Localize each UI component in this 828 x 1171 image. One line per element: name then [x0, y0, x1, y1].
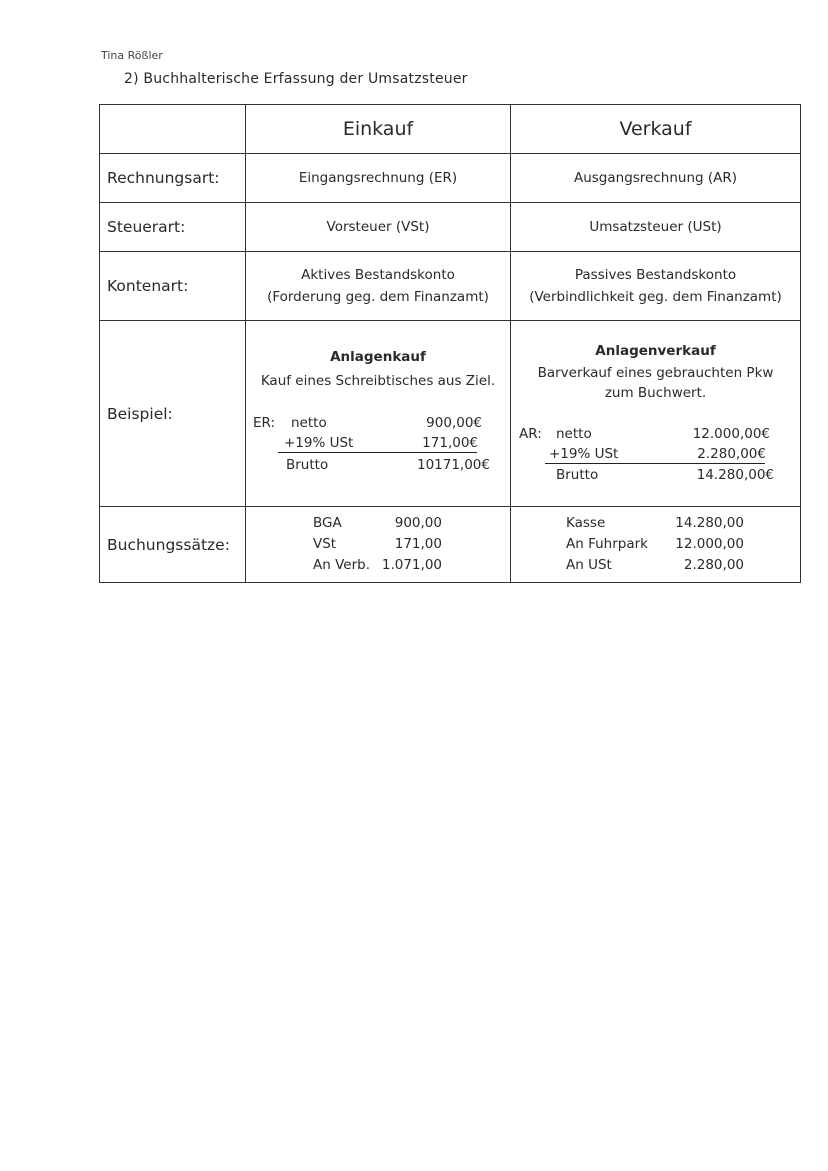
netto-label-einkauf: netto [291, 415, 327, 431]
sum-line-einkauf [278, 452, 477, 453]
brutto-label-verkauf: Brutto [556, 467, 599, 483]
ust-label-verkauf: +19% USt [549, 446, 619, 462]
booking-amount: 171,00 [394, 536, 442, 552]
example-title-einkauf: Anlagenkauf [330, 349, 426, 365]
booking-amount: 12.000,00 [675, 536, 744, 552]
booking-amount: 900,00 [394, 515, 442, 531]
booking-account: VSt [313, 536, 337, 552]
example-desc-einkauf: Kauf eines Schreibtisches aus Ziel. [260, 373, 496, 389]
row-buchungssaetze [100, 507, 801, 583]
rechnungsart-verkauf: Ausgangsrechnung (AR) [511, 154, 801, 203]
kontenart-verkauf-line1: Passives Bestandskonto [574, 267, 737, 283]
example-title-verkauf: Anlagenverkauf [595, 343, 716, 359]
example-prefix-einkauf: ER: [253, 415, 276, 431]
netto-value-einkauf: 900,00€ [426, 415, 482, 431]
kontenart-einkauf-line2: (Forderung geg. dem Finanzamt) [267, 289, 489, 305]
example-desc-verkauf-line2: zum Buchwert. [604, 385, 707, 401]
kontenart-verkauf-line2: (Verbindlichkeit geg. dem Finanzamt) [529, 289, 782, 305]
example-prefix-verkauf: AR: [519, 426, 542, 442]
netto-value-verkauf: 12.000,00€ [692, 426, 770, 442]
booking-account: An Fuhrpark [566, 536, 648, 552]
example-desc-verkauf-line1: Barverkauf eines gebrauchten Pkw [537, 365, 774, 381]
sum-line-verkauf [545, 463, 765, 464]
brutto-label-einkauf: Brutto [286, 457, 329, 473]
author-name: Tina Rößler [101, 49, 163, 62]
section-heading: 2) Buchhalterische Erfassung der Umsatzsteuer [124, 71, 468, 87]
netto-label-verkauf: netto [556, 426, 592, 442]
ust-value-einkauf: 171,00€ [422, 435, 478, 451]
booking-account: BGA [313, 515, 342, 531]
row-label-kontenart: Kontenart: [100, 252, 246, 321]
booking-amount: 2.280,00 [683, 557, 744, 573]
column-header-verkauf: Verkauf [511, 105, 801, 154]
row-rechnungsart [100, 154, 801, 203]
beispiel-verkauf [511, 321, 801, 507]
steuerart-einkauf: Vorsteuer (VSt) [246, 203, 511, 252]
ust-value-verkauf: 2.280,00€ [697, 446, 766, 462]
row-label-buchungssaetze: Buchungssätze: [100, 507, 246, 583]
beispiel-einkauf [246, 321, 511, 507]
header-row [100, 105, 801, 154]
column-header-einkauf: Einkauf [246, 105, 511, 154]
brutto-value-verkauf: 14.280,00€ [696, 467, 774, 483]
booking-account: An USt [566, 557, 612, 573]
vat-table [99, 104, 801, 583]
kontenart-einkauf [246, 252, 511, 321]
row-label-steuerart: Steuerart: [100, 203, 246, 252]
booking-account: An Verb. [313, 557, 370, 573]
booking-amount: 1.071,00 [381, 557, 442, 573]
row-steuerart [100, 203, 801, 252]
corner-cell [100, 105, 246, 154]
row-label-rechnungsart: Rechnungsart: [100, 154, 246, 203]
brutto-value-einkauf: 10171,00€ [416, 457, 490, 473]
booking-account: Kasse [566, 515, 606, 531]
kontenart-verkauf [511, 252, 801, 321]
booking-amount: 14.280,00 [675, 515, 744, 531]
steuerart-verkauf: Umsatzsteuer (USt) [511, 203, 801, 252]
buchungssaetze-verkauf [511, 507, 801, 583]
row-kontenart [100, 252, 801, 321]
ust-label-einkauf: +19% USt [284, 435, 354, 451]
row-label-beispiel: Beispiel: [100, 321, 246, 507]
row-beispiel [100, 321, 801, 507]
buchungssaetze-einkauf [246, 507, 511, 583]
kontenart-einkauf-line1: Aktives Bestandskonto [301, 267, 455, 283]
rechnungsart-einkauf: Eingangsrechnung (ER) [246, 154, 511, 203]
